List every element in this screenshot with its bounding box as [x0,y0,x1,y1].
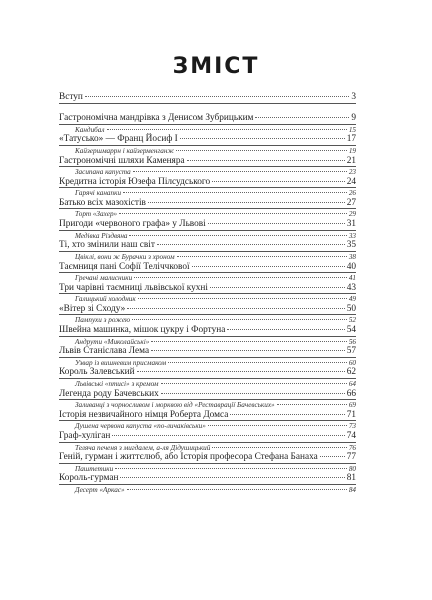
chapter-page-number: 81 [346,473,356,484]
recipe-page-number: 19 [348,146,356,155]
chapter-page-number: 3 [351,92,356,102]
dot-leader [320,455,345,457]
recipe-title: Кайзершмаррн і кайзерменганж [75,146,175,155]
recipe-title: Галицький холодник [75,295,136,304]
toc-entry[interactable] [59,325,356,346]
toc-entry[interactable] [59,240,356,261]
toc-entry[interactable] [59,219,356,240]
toc-chapter-line[interactable] [59,325,356,336]
dot-leader [277,403,347,405]
dot-leader [138,297,347,299]
toc-entry[interactable] [59,113,356,134]
recipe-page-number: 29 [348,210,356,219]
toc-recipe-line[interactable] [59,401,356,409]
toc-entry[interactable] [59,367,356,388]
dot-leader [127,488,347,490]
toc-chapter-line[interactable] [59,113,356,124]
toc-chapter-line[interactable] [59,389,356,400]
chapter-page-number: 66 [346,388,356,399]
recipe-title: Засипана капуста [75,168,131,177]
toc-recipe-line[interactable] [59,316,356,324]
entry-divider [59,208,356,209]
chapter-title: Кредитна історія Юзефа Пілсудського [59,176,211,187]
toc-recipe-line[interactable] [59,295,356,303]
toc-entry[interactable] [59,134,356,155]
toc-recipe-line[interactable] [59,253,356,261]
dot-leader [132,318,347,320]
entry-divider [59,463,356,464]
dot-leader [119,212,347,214]
dot-leader [208,424,347,426]
recipe-title: Торт «Захер» [75,210,118,219]
chapter-page-number: 71 [346,409,356,420]
dot-leader [85,95,349,97]
toc-chapter-line[interactable] [59,262,356,273]
chapter-page-number: 57 [346,346,356,357]
recipe-page-number: 52 [348,316,356,325]
chapter-title: Гастрономічні шляхи Каменяра [59,155,185,166]
chapter-page-number: 27 [346,197,356,208]
chapter-title: Король Залевський [59,367,135,378]
chapter-page-number: 74 [346,431,356,441]
dot-leader [129,234,346,236]
dot-leader [151,349,345,351]
toc-chapter-line[interactable] [59,198,356,209]
dot-leader [137,370,345,372]
toc-chapter-line[interactable] [59,177,356,188]
toc-chapter-line[interactable] [59,283,356,294]
toc-entry[interactable] [59,410,356,431]
dot-leader [187,159,345,161]
toc-entry[interactable] [59,283,356,304]
dot-leader [210,286,345,288]
toc-chapter-line[interactable] [59,346,356,357]
toc-chapter-line[interactable] [59,367,356,378]
recipe-page-number: 38 [348,252,356,261]
toc-chapter-line[interactable] [59,431,356,442]
recipe-title: Медівка Різдвяна [75,231,128,240]
entry-divider [59,230,356,231]
chapter-title: Швейна машинка, мішок цукру і Фортуна [59,325,226,336]
toc-chapter-line[interactable] [59,452,356,463]
toc-chapter-line[interactable] [59,240,356,251]
entry-divider [59,251,356,252]
recipe-title: Десерт «Аркас» [75,485,125,494]
recipe-title: Кандибал [75,125,105,134]
toc-chapter-line[interactable] [59,410,356,421]
recipe-title: Душена червона капуста «по-личаківськи» [75,422,206,431]
recipe-title: Заливанці з чорносливом і морквою від «Реставрації Бачевських» [75,401,275,410]
toc-entry[interactable] [59,92,356,113]
chapter-page-number: 35 [346,240,356,251]
recipe-title: Узвар із вишневим присмаком [75,358,167,367]
toc-recipe-line[interactable] [59,422,356,430]
recipe-page-number: 41 [348,274,356,282]
toc-recipe-line[interactable] [59,274,356,282]
toc-entry[interactable] [59,452,356,473]
toc-recipe-line[interactable] [59,232,356,240]
entry-divider [59,336,356,337]
chapter-title: Граф-хуліган [59,431,111,441]
dot-leader [192,265,345,267]
toc-recipe-line[interactable] [59,486,356,494]
toc-entry[interactable] [59,198,356,219]
chapter-title: Львів Станіслава Лема [59,346,150,357]
dot-leader [227,328,344,330]
chapter-title: Три чарівні таємниці львівської кухні [59,282,208,293]
dot-leader [151,340,346,342]
toc-entry[interactable] [59,262,356,283]
chapter-title: Батько всіх мазохістів [59,197,146,208]
chapter-page-number: 43 [346,282,356,293]
chapter-title: Історія незвичайного німця Роберта Домса [59,409,229,420]
toc-entry[interactable] [59,177,356,198]
chapter-title: Гастрономічна мандрівка з Денисом Зубрицьким [59,113,254,124]
dot-leader [157,243,345,245]
entry-divider [59,314,356,315]
dot-leader [134,276,347,278]
chapter-title: Геній, гурман і життєлюб, або Історія професора Стефана Банаха [59,452,318,463]
chapter-page-number: 17 [346,134,356,145]
toc-recipe-line[interactable] [59,126,356,134]
entry-divider [59,187,356,188]
chapter-title: Ті, хто змінили наш світ [59,240,155,251]
toc-entry[interactable] [59,304,356,325]
dot-leader [161,382,347,384]
dot-leader [161,392,345,394]
toc-entry[interactable] [59,156,356,177]
recipe-title: Гарячі канапки [75,189,122,198]
chapter-page-number: 9 [351,113,356,124]
toc-chapter-line[interactable] [59,473,356,484]
dot-leader [133,170,347,172]
recipe-title: Андрути «Миколайські» [75,337,150,346]
toc-recipe-line[interactable] [59,338,356,346]
dot-leader [177,255,347,257]
recipe-page-number: 49 [348,295,356,304]
chapter-title: Пригоди «червоного графа» у Львові [59,219,206,230]
chapter-title: «Татусько» — Франц Йосиф І [59,134,178,145]
recipe-page-number: 69 [348,401,356,410]
toc-recipe-line[interactable] [59,380,356,388]
entry-divider [59,103,356,104]
dot-leader [127,307,344,309]
chapter-page-number: 31 [346,219,356,230]
entry-divider [59,484,356,485]
toc-entry[interactable] [59,346,356,367]
recipe-title: Львівські «птисі» з кремом [75,379,159,388]
toc-recipe-line[interactable] [59,465,356,473]
toc-entry[interactable] [59,389,356,410]
dot-leader [148,201,345,203]
dot-leader [255,116,349,118]
chapter-page-number: 77 [346,452,356,463]
dot-leader [176,149,347,151]
entry-divider [59,293,356,294]
recipe-title: Теляча печеня з мигдалем, а-ля Дідушицький [75,443,211,452]
table-of-contents [59,92,356,495]
entry-divider [59,166,356,167]
chapter-title: «Вітер зі Сходу» [59,303,126,314]
chapter-page-number: 40 [346,261,356,272]
recipe-title: Цвіклі, вони ж Бурачки з хроном [75,252,175,261]
recipe-title: Паштетики [75,464,114,473]
toc-chapter-line[interactable] [59,92,356,103]
recipe-page-number: 64 [348,379,356,388]
recipe-page-number: 23 [348,168,356,177]
dot-leader [230,413,344,415]
entry-divider [59,145,356,146]
entry-divider [59,272,356,273]
dot-leader [208,222,345,224]
recipe-page-number: 76 [348,443,356,452]
recipe-page-number: 33 [348,231,356,240]
dot-leader [112,434,344,436]
recipe-page-number: 15 [348,125,356,134]
chapter-page-number: 54 [346,325,356,336]
entry-divider [59,124,356,125]
dot-leader [212,446,346,448]
toc-recipe-line[interactable] [59,444,356,452]
chapter-page-number: 21 [346,155,356,166]
dot-leader [115,467,347,469]
dot-leader [123,191,347,193]
entry-divider [59,442,356,443]
chapter-title: Легенда роду Бачевських [59,388,159,399]
entry-divider [59,357,356,358]
toc-recipe-line[interactable] [59,168,356,176]
toc-entry[interactable] [59,473,356,494]
toc-entry[interactable] [59,431,356,452]
recipe-title: Пампухи з рожею [75,316,131,325]
chapter-page-number: 50 [346,303,356,314]
recipe-page-number: 80 [348,464,356,473]
chapter-page-number: 62 [346,367,356,378]
toc-chapter-line[interactable] [59,219,356,230]
recipe-page-number: 73 [348,422,356,431]
page-title: ЗМІСТ [172,54,260,79]
dot-leader [180,137,345,139]
chapter-title: Вступ [59,92,83,102]
dot-leader [107,128,347,130]
entry-divider [59,420,356,421]
recipe-page-number: 56 [348,337,356,346]
dot-leader [212,180,345,182]
chapter-page-number: 24 [346,176,356,187]
recipe-page-number: 26 [348,189,356,198]
toc-chapter-line[interactable] [59,156,356,167]
entry-divider [59,378,356,379]
chapter-title: Таємниця пані Софії Теліччкової [59,261,190,272]
recipe-title: Гречані малисники [75,274,133,282]
dot-leader [168,361,347,363]
recipe-page-number: 60 [348,358,356,367]
entry-divider [59,399,356,400]
toc-recipe-line[interactable] [59,359,356,367]
toc-recipe-line[interactable] [59,210,356,218]
recipe-page-number: 84 [348,485,356,494]
toc-recipe-line[interactable] [59,147,356,155]
toc-recipe-line[interactable] [59,189,356,197]
toc-chapter-line[interactable] [59,304,356,315]
toc-chapter-line[interactable] [59,134,356,145]
chapter-title: Король-гурман [59,473,119,484]
dot-leader [120,476,344,478]
